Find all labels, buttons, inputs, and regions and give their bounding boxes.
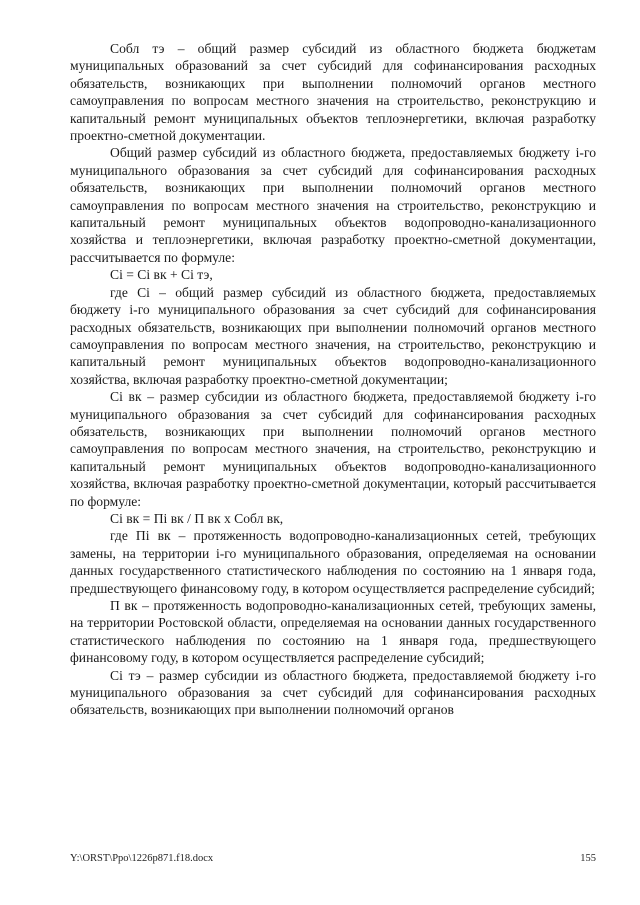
- formula-total-subsidy: Ci = Ci вк + Ci тэ,: [110, 267, 213, 283]
- footer-page-number: 155: [580, 853, 596, 864]
- paragraph-sobl-te: Собл тэ – общий размер субсидий из областного бюджета бюджетам муниципальных образований за счет субсидий для софинансирования расходных обязательств, возникающих при выполнении полномочий органов местного самоуправления по вопросам местного значения на строительство, реконструкцию и капитальный ремонт муниципальных объектов теплоэнергетики, включая разработку проектно-сметной документации.: [70, 41, 596, 144]
- paragraph-p-vk-definition: П вк – протяженность водопроводно-канализационных сетей, требующих замены, на территории Ростовской области, определяемая на основании данных государственного статистического наблюдения по состоянию на 1 января года, предшествующего финансовому году, в котором осуществляется распределение субсидий;: [70, 598, 596, 666]
- formula-ci-vk: Ci вк = Пi вк / П вк х Собл вк,: [110, 510, 284, 526]
- paragraph-pi-vk-definition: где Пi вк – протяженность водопроводно-канализационных сетей, требующих замены, на территории i-го муниципального образования, определяемая на основании данных государственного статистического наблюдения по состоянию на 1 января года, предшествующего финансовому году, в котором осуществляется распределение субсидий;: [70, 528, 596, 596]
- paragraph-ci-te-definition: Ci тэ – размер субсидии из областного бюджета, предоставляемой бюджету i-го муниципального образования за счет субсидий для софинансирования расходных обязательств, возникающих при выполнении полномочий органов: [70, 667, 596, 718]
- paragraph-ci-definition: где Ci – общий размер субсидий из областного бюджета, предоставляемых бюджету i-го муниципального образования за счет субсидий для софинансирования расходных обязательств, возникающих при выполнении полномочий органов местного самоуправления по вопросам местного значения, на строительство, реконструкцию и капитальный ремонт муниципальных объектов водопроводно-канализационного хозяйства, включая разработку проектно-сметной документации;: [70, 284, 596, 387]
- footer-file-path: Y:\ORST\Ppo\1226p871.f18.docx: [70, 853, 214, 864]
- paragraph-total-subsidy-intro: Общий размер субсидий из областного бюджета, предоставляемых бюджету i-го муниципального образования за счет субсидий для софинансирования расходных обязательств, возникающих при выполнении полномочий органов местного самоуправления по вопросам местного значения на строительство, реконструкцию и капитальный ремонт муниципальных объектов водопроводно-канализационного хозяйства и теплоэнергетики, включая разработку проектно-сметной документации, рассчитывается по формуле:: [70, 145, 596, 265]
- paragraph-ci-vk-definition: Ci вк – размер субсидии из областного бюджета, предоставляемой бюджету i-го муниципального образования за счет субсидий для софинансирования расходных обязательств, возникающих при выполнении полномочий органов местного самоуправления по вопросам местного значения, на строительство, реконструкцию и капитальный ремонт муниципальных объектов водопроводно-канализационного хозяйства, включая разработку проектно-сметной документации, который рассчитывается по формуле:: [70, 389, 596, 509]
- document-body: [70, 40, 596, 719]
